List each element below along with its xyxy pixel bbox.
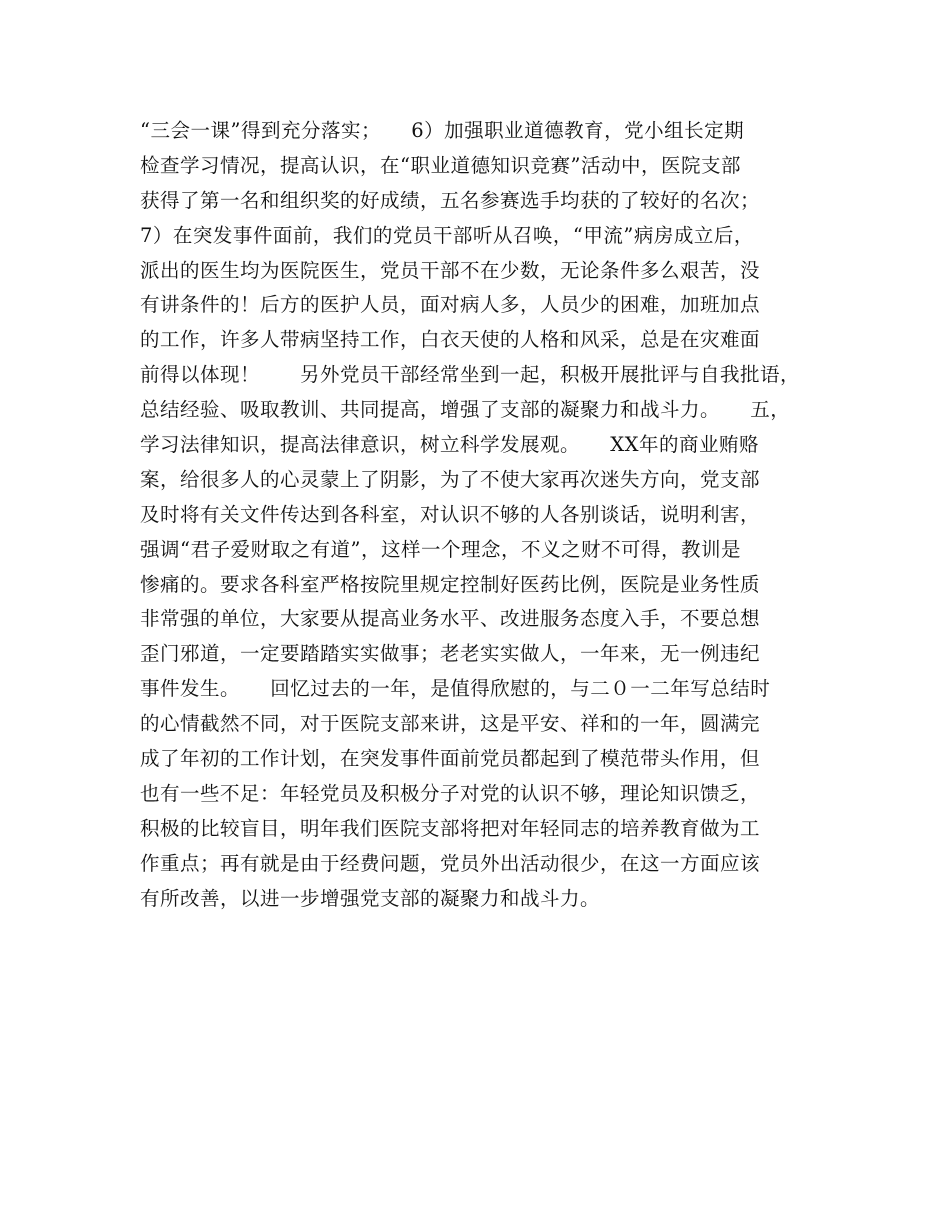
text-line: 前得以体现！ 另外党员干部经常坐到一起，积极开展批评与自我批语，: [140, 363, 801, 387]
text-line: 获得了第一名和组织奖的好成绩，五名参赛选手均获的了较好的名次；: [140, 188, 761, 212]
text-line: 学习法律知识，提高法律意识，树立科学发展观。 XX年的商业贿赂: [140, 433, 760, 457]
body-text: [140, 116, 830, 918]
text-line: 7）在突发事件面前，我们的党员干部听从召唤，“甲流”病房成立后，: [140, 223, 754, 247]
text-line: 强调“君子爱财取之有道”，这样一个理念，不义之财不可得，教训是: [140, 537, 741, 561]
text-line: 案，给很多人的心灵蒙上了阴影，为了不使大家再次迷失方向，党支部: [140, 467, 761, 491]
text-line: 积极的比较盲目，明年我们医院支部将把对年轻同志的培养教育做为工: [140, 816, 761, 840]
text-line: 也有一些不足：年轻党员及积极分子对党的认识不够，理论知识馈乏，: [140, 781, 761, 805]
text-line: 有讲条件的！后方的医护人员，面对病人多，人员少的困难，加班加点: [140, 293, 761, 317]
text-line: 惨痛的。要求各科室严格按院里规定控制好医药比例，医院是业务性质: [140, 572, 761, 596]
text-line: 检查学习情况，提高认识，在“职业道德知识竞赛”活动中，医院支部: [140, 153, 741, 177]
text-line: 非常强的单位，大家要从提高业务水平、改进服务态度入手，不要总想: [140, 607, 761, 631]
text-line: 作重点；再有就是由于经费问题，党员外出活动很少，在这一方面应该: [140, 851, 761, 875]
text-line: 事件发生。 回忆过去的一年，是值得欣慰的，与二０一二年写总结时: [140, 677, 771, 701]
text-line: 的工作，许多人带病坚持工作，白衣天使的人格和风采，总是在灾难面: [140, 328, 761, 352]
text-line: 派出的医生均为医院医生，党员干部不在少数，无论条件多么艰苦，没: [140, 258, 761, 282]
text-line: 成了年初的工作计划，在突发事件面前党员都起到了模范带头作用，但: [140, 747, 761, 771]
text-line: 及时将有关文件传达到各科室，对认识不够的人各别谈话，说明利害，: [140, 502, 761, 526]
text-line: 的心情截然不同，对于医院支部来讲，这是平安、祥和的一年，圆满完: [140, 712, 761, 736]
text-line: 有所改善，以进一步增强党支部的凝聚力和战斗力。: [140, 886, 601, 910]
text-line: 歪门邪道，一定要踏踏实实做事；老老实实做人，一年来，无一例违纪: [140, 642, 761, 666]
text-line: “三会一课”得到充分落实； 6）加强职业道德教育，党小组长定期: [140, 119, 745, 142]
text-line: 总结经验、吸取教训、共同提高，增强了支部的凝聚力和战斗力。 五，: [140, 398, 791, 422]
